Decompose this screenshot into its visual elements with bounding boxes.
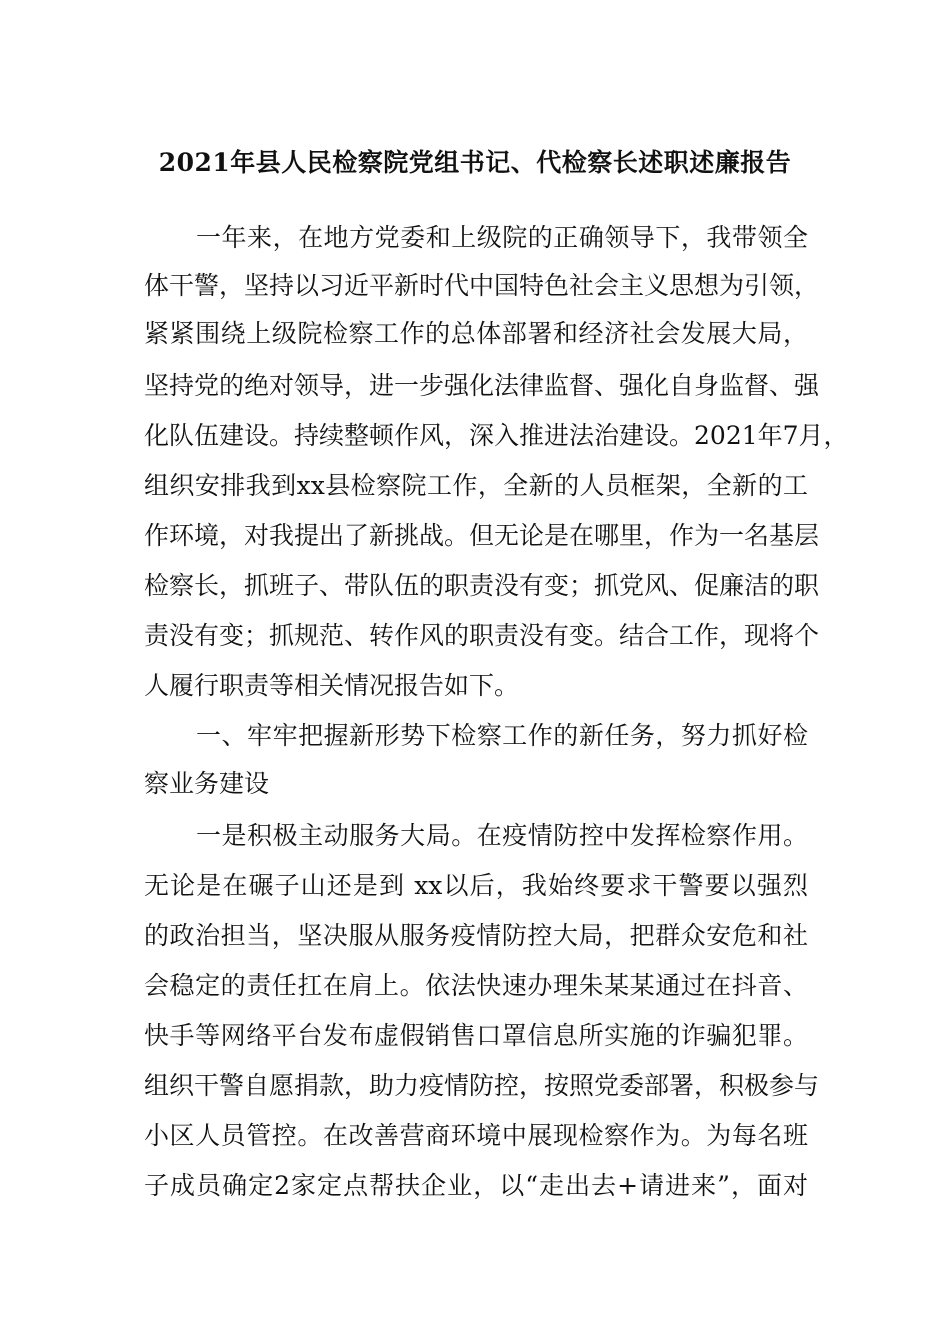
body-line: 体干警，坚持以习近平新时代中国特色社会主义思想为引领， <box>144 271 820 300</box>
body-line: 人履行职责等相关情况报告如下。 <box>144 671 520 700</box>
body-line: 检察长，抓班子、带队伍的职责没有变；抓党风、促廉洁的职 <box>144 571 820 600</box>
body-line: 小区人员管控。在改善营商环境中展现检察作为。为每名班 <box>144 1121 808 1150</box>
body-line: 会稳定的责任扛在肩上。依法快速办理朱某某通过在抖音、 <box>144 971 808 1000</box>
body-line: 组织干警自愿捐款，助力疫情防控，按照党委部署，积极参与 <box>144 1071 820 1100</box>
body-line: 紧紧围绕上级院检察工作的总体部署和经济社会发展大局， <box>144 319 808 348</box>
body-line: 责没有变；抓规范、转作风的职责没有变。结合工作，现将个 <box>144 621 820 650</box>
body-line: 快手等网络平台发布虚假销售口罩信息所实施的诈骗犯罪。 <box>144 1021 808 1050</box>
document-title: 2021年县人民检察院党组书记、代检察长述职述廉报告 <box>158 148 792 177</box>
body-line: 的政治担当，坚决服从服务疫情防控大局，把群众安危和社 <box>144 921 808 950</box>
body-line: 一是积极主动服务大局。在疫情防控中发挥检察作用。 <box>196 821 808 850</box>
body-line: 组织安排我到xx县检察院工作，全新的人员框架，全新的工 <box>144 471 808 500</box>
body-line: 化队伍建设。持续整顿作风，深入推进法治建设。2021年7月， <box>144 421 849 450</box>
section-heading-line: 察业务建设 <box>144 769 270 798</box>
body-line: 无论是在碾子山还是到 xx以后，我始终要求干警要以强烈 <box>144 871 808 900</box>
body-line: 作环境，对我提出了新挑战。但无论是在哪里，作为一名基层 <box>144 521 820 550</box>
body-line: 一年来，在地方党委和上级院的正确领导下，我带领全 <box>196 223 808 252</box>
body-line: 子成员确定2家定点帮扶企业，以“走出去+请进来”，面对 <box>144 1171 808 1200</box>
section-heading-line: 一、牢牢把握新形势下检察工作的新任务，努力抓好检 <box>196 721 808 750</box>
body-line: 坚持党的绝对领导，进一步强化法律监督、强化自身监督、强 <box>144 371 820 400</box>
